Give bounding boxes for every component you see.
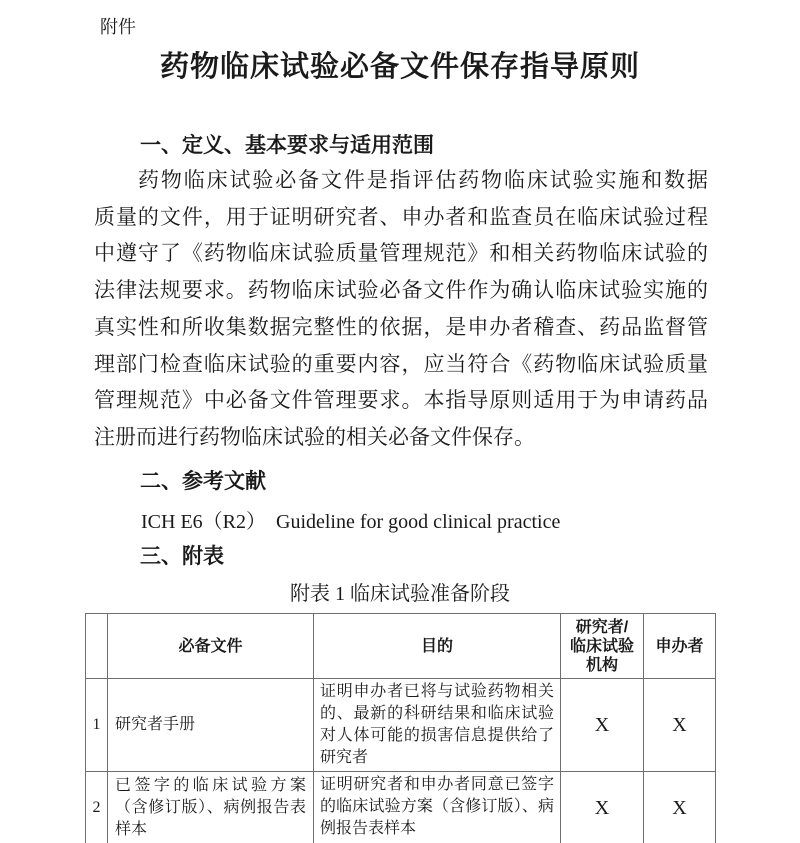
- document-title: 药物临床试验必备文件保存指导原则: [159, 51, 640, 83]
- table-header-row: [86, 614, 716, 679]
- header-cell-investigator: [561, 614, 644, 679]
- header-cell-document: 必备文件: [108, 614, 314, 679]
- document-cell: 已签字的临床试验方案（含修订版）、病例报告表样本: [108, 772, 314, 843]
- sponsor-mark-cell: X: [644, 772, 716, 843]
- sponsor-mark-cell: X: [644, 679, 716, 772]
- investigator-mark-cell: X: [561, 772, 644, 843]
- section-1-paragraph: [94, 162, 708, 456]
- investigator-mark-cell: X: [561, 679, 644, 772]
- paragraph-line: 注册而进行药物临床试验的相关必备文件保存。: [94, 424, 535, 449]
- header-investigator-line: 临床试验: [569, 637, 634, 655]
- purpose-cell: 证明研究者和申办者同意已签字的临床试验方案（含修订版）、病例报告表样本: [314, 772, 561, 843]
- header-cell-purpose: 目的: [314, 614, 561, 679]
- paragraph-line: 中遵守了《药物临床试验质量管理规范》和相关药物临床试验的: [94, 241, 708, 266]
- table-caption: 附表 1 临床试验准备阶段: [290, 583, 510, 605]
- header-investigator-line: 研究者/: [575, 618, 629, 636]
- paragraph-line: 质量的文件，用于证明研究者、申办者和监查员在临床试验过程: [94, 204, 708, 229]
- section-3-heading: 三、附表: [140, 545, 224, 568]
- paragraph-line: 理部门检查临床试验的重要内容，应当符合《药物临床试验质量: [94, 351, 708, 376]
- paragraph-line: 管理规范》中必备文件管理要求。本指导原则适用于为申请药品: [94, 388, 708, 413]
- essential-documents-table: [85, 613, 716, 843]
- section-2-heading: 二、参考文献: [140, 470, 266, 493]
- document-cell: 研究者手册: [108, 679, 314, 772]
- header-investigator-line: 机构: [585, 656, 618, 674]
- attachment-label: 附件: [100, 17, 136, 37]
- paragraph-line: 药物临床试验必备文件是指评估药物临床试验实施和数据: [138, 168, 708, 192]
- purpose-cell: 证明申办者已将与试验药物相关的、最新的科研结果和临床试验对人体可能的损害信息提供给了研究者: [314, 679, 561, 772]
- row-number-cell: 1: [86, 679, 108, 772]
- section-1-heading: 一、定义、基本要求与适用范围: [140, 134, 434, 157]
- paragraph-line: 真实性和所收集数据完整性的依据，是申办者稽查、药品监督管: [94, 314, 708, 339]
- table-row: [86, 772, 716, 843]
- table-row: [86, 679, 716, 772]
- reference-line: ICH E6（R2） Guideline for good clinical practice: [141, 511, 561, 533]
- header-cell-number: [86, 614, 108, 679]
- header-cell-sponsor: 申办者: [644, 614, 716, 679]
- row-number-cell: 2: [86, 772, 108, 843]
- paragraph-line: 法律法规要求。药物临床试验必备文件作为确认临床试验实施的: [94, 278, 708, 303]
